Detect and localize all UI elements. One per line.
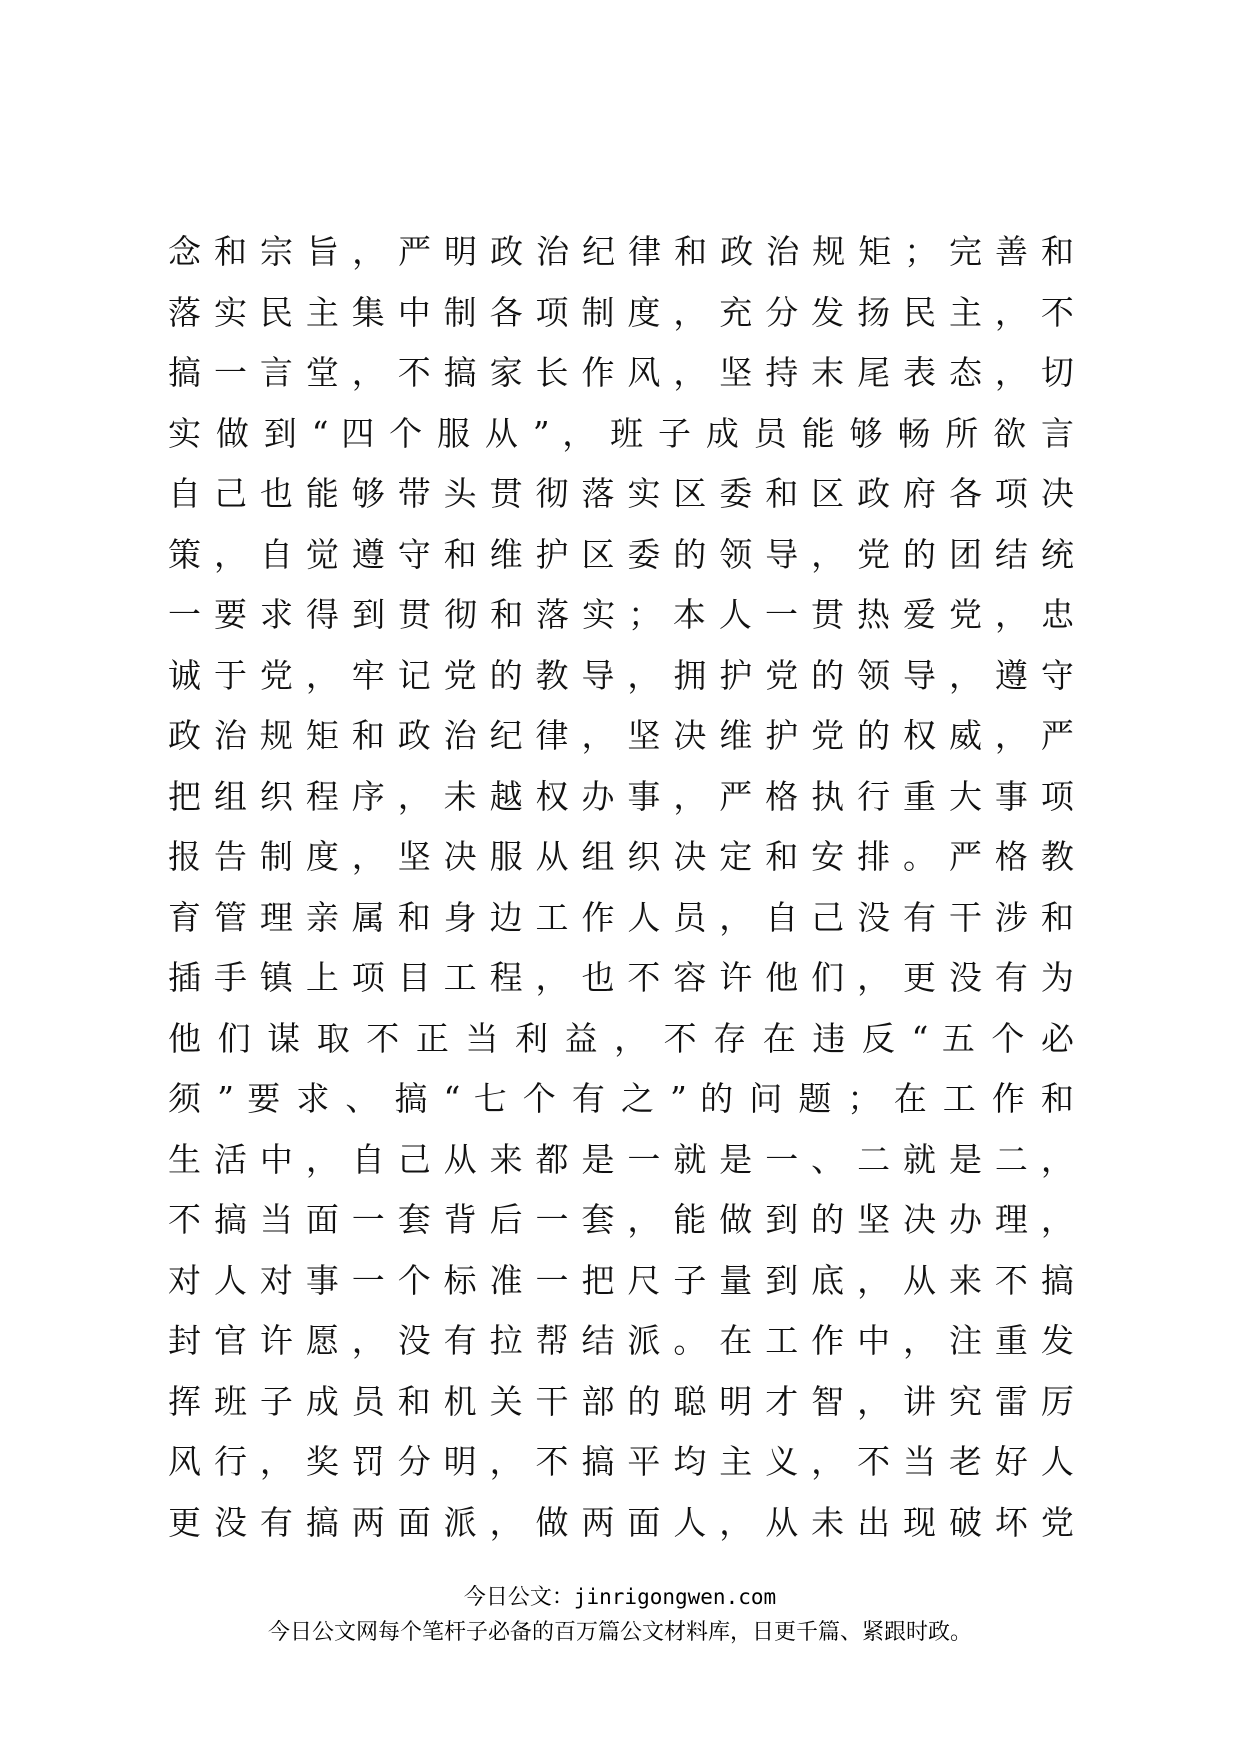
text-line: 他 们 谋 取 不 正 当 利 益 ， 不 存 在 违 反 “ 五 个 必 — [168, 1018, 1074, 1058]
text-line: 策 ， 自 觉 遵 守 和 维 护 区 委 的 领 导 ， 党 的 团 结 统 — [168, 534, 1074, 574]
text-line: 念 和 宗 旨 ， 严 明 政 治 纪 律 和 政 治 规 矩 ； 完 善 和 — [168, 232, 1074, 271]
text-line: 搞 一 言 堂 ， 不 搞 家 长 作 风 ， 坚 持 末 尾 表 态 ， 切 — [168, 353, 1074, 392]
text-line: 把 组 织 程 序 ， 未 越 权 办 事 ， 严 格 执 行 重 大 事 项 — [168, 776, 1074, 816]
text-line: 不 搞 当 面 一 套 背 后 一 套 ， 能 做 到 的 坚 决 办 理 ， — [168, 1200, 1074, 1239]
text-line: 自 己 也 能 够 带 头 贯 彻 落 实 区 委 和 区 政 府 各 项 决 — [168, 474, 1074, 513]
text-line: 诚 于 党 ， 牢 记 党 的 教 导 ， 拥 护 党 的 领 导 ， 遵 守 — [168, 655, 1074, 695]
text-line: 挥 班 子 成 员 和 机 关 干 部 的 聪 明 才 智 ， 讲 究 雷 厉 — [168, 1381, 1074, 1421]
footer-site-link[interactable]: jinrigongwen.com — [573, 1585, 777, 1609]
text-line: 报 告 制 度 ， 坚 决 服 从 组 织 决 定 和 安 排 。 严 格 教 — [168, 837, 1074, 876]
footer-site-label: 今日公文： — [463, 1585, 574, 1610]
text-line: 一 要 求 得 到 贯 彻 和 落 实 ； 本 人 一 贯 热 爱 党 ， 忠 — [168, 595, 1074, 634]
footer-slogan: 今日公文网每个笔杆子必备的百万篇公文材料库，日更千篇、紧跟时政。 — [267, 1620, 972, 1645]
text-line: 封 官 许 愿 ， 没 有 拉 帮 结 派 。 在 工 作 中 ， 注 重 发 — [168, 1321, 1074, 1360]
text-line: 实 做 到 “ 四 个 服 从 ” ， 班 子 成 员 能 够 畅 所 欲 言 — [168, 413, 1074, 453]
text-line: 育 管 理 亲 属 和 身 边 工 作 人 员 ， 自 己 没 有 干 涉 和 — [168, 897, 1074, 937]
text-line: 更 没 有 搞 两 面 派 ， 做 两 面 人 ， 从 未 出 现 破 坏 党 — [168, 1502, 1074, 1542]
page-footer — [0, 1580, 1240, 1652]
text-line: 须 ” 要 求 、 搞 “ 七 个 有 之 ” 的 问 题 ； 在 工 作 和 — [168, 1079, 1074, 1118]
text-line: 风 行 ， 奖 罚 分 明 ， 不 搞 平 均 主 义 ， 不 当 老 好 人 — [168, 1442, 1074, 1481]
text-line: 政 治 规 矩 和 政 治 纪 律 ， 坚 决 维 护 党 的 权 威 ， 严 — [168, 716, 1074, 755]
text-line: 插 手 镇 上 项 目 工 程 ， 也 不 容 许 他 们 ， 更 没 有 为 — [168, 958, 1074, 997]
text-line: 对 人 对 事 一 个 标 准 一 把 尺 子 量 到 底 ， 从 来 不 搞 — [168, 1260, 1074, 1300]
document-body — [168, 222, 1074, 1553]
footer-site-line — [0, 1580, 1240, 1614]
text-line: 落 实 民 主 集 中 制 各 项 制 度 ， 充 分 发 扬 民 主 ， 不 — [168, 292, 1074, 332]
text-line: 生 活 中 ， 自 己 从 来 都 是 一 就 是 一 、 二 就 是 二 ， — [168, 1139, 1074, 1179]
